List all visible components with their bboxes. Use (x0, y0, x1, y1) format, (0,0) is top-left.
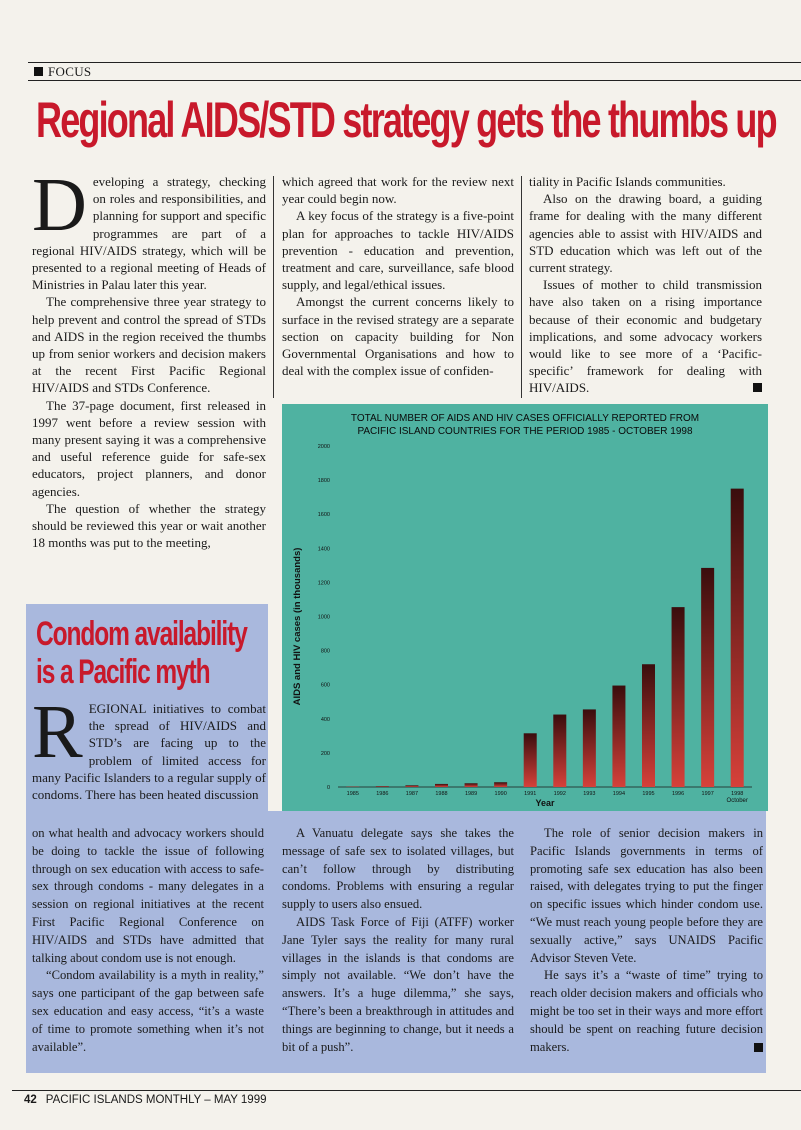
article-column-3 (529, 173, 762, 397)
x-tick-label: 1992 (553, 791, 566, 797)
section-label (34, 64, 91, 80)
x-tick-label: 1991 (524, 791, 537, 797)
x-tick-label: 1994 (612, 791, 626, 797)
page-number: 42 (24, 1094, 37, 1106)
drop-cap: D (32, 163, 87, 247)
article-paragraph: tiality in Pacific Islands communities. (529, 174, 726, 189)
x-tick-label: 1987 (405, 791, 419, 797)
y-tick-label: 400 (320, 716, 330, 723)
sidebar-title-line-2: is a Pacific myth (36, 653, 210, 691)
sidebar-paragraph: AIDS Task Force of Fiji (ATFF) worker Jane Tyler says the reality for many rural villages in the islands is that condoms are simply not available. “We don’t have the answers. It’s a huge dilemma,” she says, “There’s been a breakthrough in attitudes and things are beginning to change, but it needs a bit of a push”. (282, 914, 514, 1054)
sidebar-paragraph: A Vanuatu delegate says she takes the message of safe sex to isolated villages, but can’t follow through by distributing condoms. Problems with ensuring a regular supply to users also ensued. (282, 826, 514, 912)
y-tick-label: 1400 (317, 546, 330, 553)
sidebar-column-3 (530, 825, 763, 1056)
x-tick-label: 1990 (494, 791, 507, 797)
x-axis-label: Year (535, 798, 555, 808)
sidebar-title-line-1: Condom availability (36, 615, 247, 653)
y-tick-label: 800 (320, 648, 330, 655)
sidebar-paragraph: REGIONAL initiatives to combat the spread of HIV/AIDS and STD’s are facing up to the problem of limited access for many Pacific Islanders to a regular supply of condoms. There has been heated discussion (32, 700, 266, 803)
y-tick-label: 0 (326, 785, 330, 791)
x-tick-label: 1988 (435, 791, 448, 797)
y-tick-label: 200 (320, 750, 330, 757)
x-tick-label: 1986 (376, 791, 389, 797)
x-tick-label: 1985 (346, 791, 359, 797)
chart-title-line-1: TOTAL NUMBER OF AIDS AND HIV CASES OFFICIALLY REPORTED FROM (350, 413, 700, 424)
article-paragraph: Issues of mother to child transmission have also taken on a rising importance because of their economic and budgetary implications, and some advocacy workers would like to see more of a ‘Pacific-specific’ framework for dealing with HIV/AIDS. (529, 277, 762, 396)
x-tick-label: 1995 (642, 791, 655, 797)
article-paragraph: which agreed that work for the review next year could begin now. (282, 174, 514, 207)
sidebar-column-1 (32, 825, 264, 1056)
x-tick-label: 1993 (583, 791, 596, 797)
x-tick-label: 1989 (464, 791, 478, 797)
square-bullet-icon (34, 67, 43, 76)
y-tick-label: 1800 (317, 478, 330, 485)
article-paragraph: Also on the drawing board, a guiding frame for dealing with the many different agencies able to assist with HIV/AIDS and STD education which was left out of the current strategy. (529, 191, 762, 276)
page-footer (24, 1094, 267, 1106)
article-paragraph: The 37-page document, first released in 1997 went before a review session with many present saying it was a comprehensive and useful reference guide for safe-sex educators, project planners, and donor agencies. (32, 397, 266, 499)
sidebar-intro (32, 700, 266, 812)
drop-cap: R (32, 700, 83, 774)
article-column-2 (282, 173, 514, 379)
sidebar-paragraph-continued: on what health and advocacy workers should be doing to tackle the issue of following through on sex education with access to safe-sex through condoms - many delegates in a session on regional initiatives at the recent First Pacific Regional Conference on HIV/AIDS and STDs have admitted that talking about condom use is not enough. (32, 826, 264, 965)
end-mark-icon (754, 1043, 763, 1052)
sidebar-column-2 (282, 825, 514, 1056)
sidebar-title (36, 615, 247, 691)
article-paragraph: The question of whether the strategy should be reviewed this year or wait another 18 months was put to the meeting, (32, 500, 266, 551)
headline: Regional AIDS/STD strategy gets the thumbs up (36, 92, 776, 148)
y-tick-label: 1000 (317, 614, 330, 621)
chart-panel (282, 404, 768, 811)
x-tick-label: 1997 (701, 791, 714, 797)
end-mark-icon (753, 383, 762, 392)
article-paragraph: The comprehensive three year strategy to help prevent and control the spread of STDs and AIDS in the region received the thumbs up from senior workers and decision makers at the recent First Pacific Regional HIV/AIDS and STDs Conference. (32, 294, 266, 396)
y-tick-label: 1600 (317, 512, 330, 519)
footer-rule (12, 1090, 801, 1091)
column-divider (273, 176, 274, 398)
y-tick-label: 600 (320, 682, 330, 689)
y-tick-label: 1200 (317, 580, 330, 587)
section-rule (28, 80, 801, 81)
publication-line: PACIFIC ISLANDS MONTHLY – MAY 1999 (45, 1094, 267, 1106)
sidebar-paragraph: The role of senior decision makers in Pacific Islands governments in terms of promoting safe sex education has also been raised, with delegates trying to put the finger on specific issues which hinder condom use. “We must reach young people before they are sexually active,” says UNAIDS Pacific Advisor Steven Vete. (530, 826, 763, 965)
sidebar-paragraph: “Condom availability is a myth in reality,” says one participant of the gap between safe sex education and easy access, “it’s a waste of time to promote something when it’s not available”. (32, 968, 264, 1054)
x-tick-label: 1996 (671, 791, 685, 797)
section-label-text: FOCUS (48, 64, 92, 79)
top-rule (28, 62, 801, 63)
sidebar-paragraph: He says it’s a “waste of time” trying to reach older decision makers and officials who might be too set in their ways and more effort should be spent on reaching future decision makers. (530, 968, 763, 1054)
x-tick-sublabel: October (726, 798, 748, 804)
article-paragraph: Developing a strategy, checking on roles and responsibilities, and planning for support and specific programmes are part of a regional HIV/AIDS strategy, which will be presented to a regional meeting of Heads of Ministries in Palau later this year. (32, 163, 266, 293)
y-tick-label: 2000 (317, 444, 330, 450)
y-axis-label: AIDS and HIV cases (in thousands) (292, 547, 303, 706)
column-divider (521, 176, 522, 398)
x-tick-label: 1998 (731, 791, 744, 797)
article-paragraph: A key focus of the strategy is a five-point plan for approaches to tackle HIV/AIDS prevention - education and prevention, treatment and care, surveillance, safe blood supply, and legal/ethical issues. (282, 208, 514, 293)
chart-title-line-2: PACIFIC ISLAND COUNTRIES FOR THE PERIOD 1985 - OCTOBER 1998 (357, 426, 693, 437)
article-paragraph: Amongst the current concerns likely to surface in the revised strategy are a separate section on capacity building for Non Governmental Organisations and how to deal with the complex issue of confiden- (282, 294, 514, 379)
article-column-1 (32, 163, 266, 551)
chart-title (282, 404, 768, 438)
